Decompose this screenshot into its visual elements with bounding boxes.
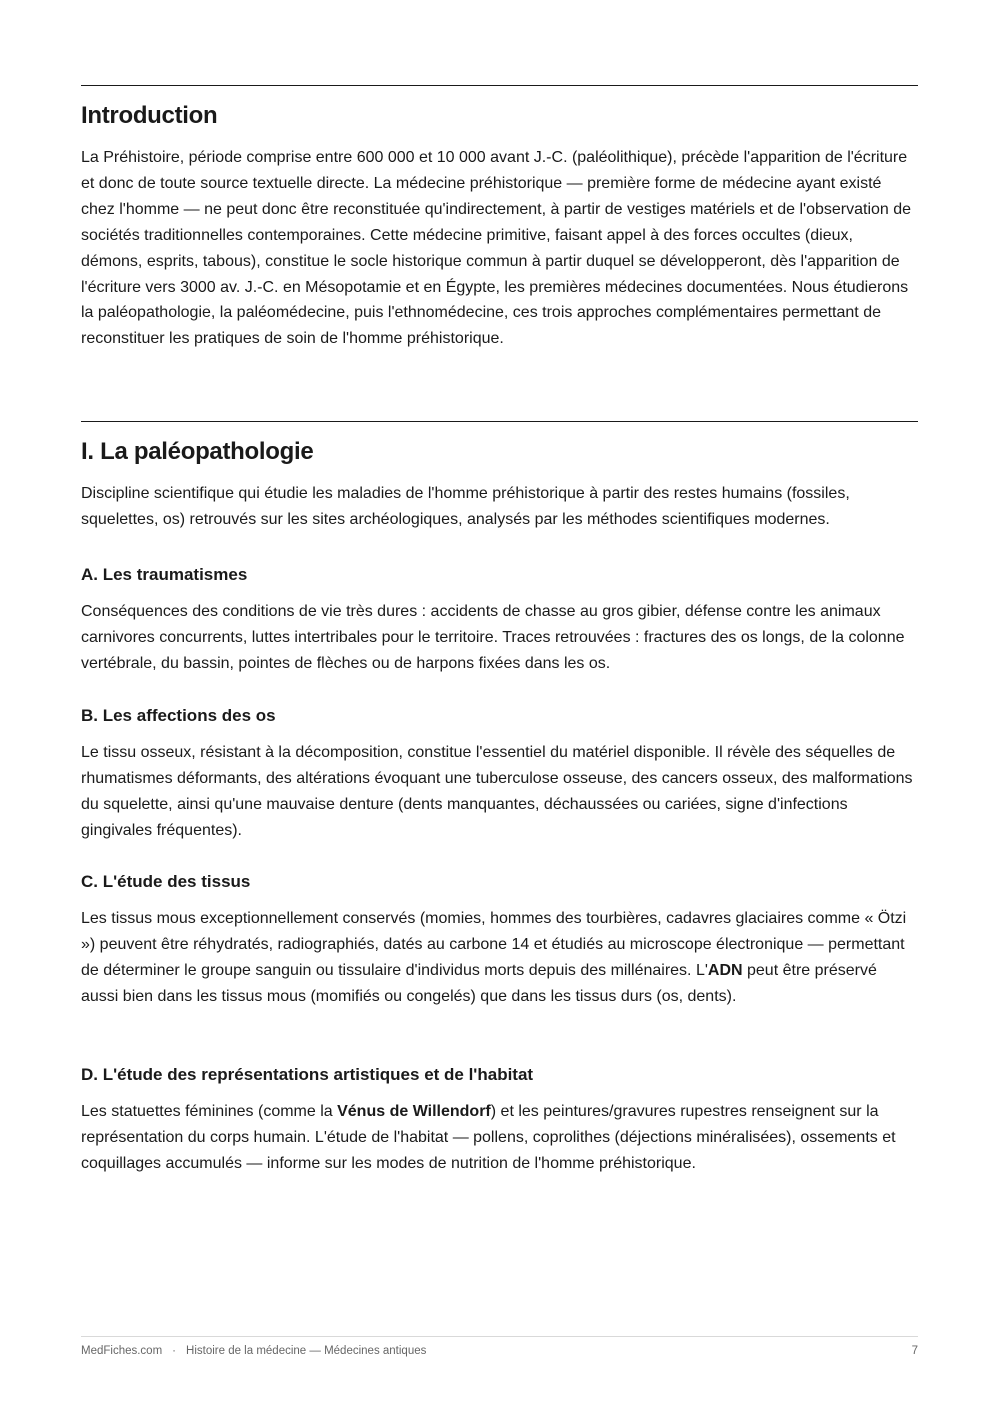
subsection-d-paragraph <box>81 1099 918 1177</box>
section-divider <box>81 421 918 422</box>
footer-separator: · <box>172 1345 177 1357</box>
subsection-d-heading: D. L'étude des représentations artistiques et de l'habitat <box>81 1065 534 1084</box>
section1-paragraph: Discipline scientifique qui étudie les maladies de l'homme préhistorique à partir des restes humains (fossiles, squelettes, os) retrouvés sur les sites archéologiques, analysés par les méthodes scientifiques modernes. <box>81 485 850 528</box>
footer-site: MedFiches.com <box>81 1345 163 1357</box>
subsection-c-heading: C. L'étude des tissus <box>81 872 251 891</box>
footer-page-number: 7 <box>911 1345 918 1357</box>
subsection-a-paragraph: Conséquences des conditions de vie très dures : accidents de chasse au gros gibier, défense contre les animaux carnivores concurrents, luttes intertribales pour le territoire. Traces retrouvées : fractures des os longs, de la colonne vertébrale, du bassin, pointes de flèches ou de harpons fixées dans les os. <box>81 603 905 672</box>
subsection-c-text-after: peut être préservé aussi bien dans les tissus mous (momifiés ou congelés) que dans les tissus durs (os, dents). <box>81 961 877 1005</box>
subsection-c-text-before: Les tissus mous exceptionnellement conservés (momies, hommes des tourbières, cadavres glaciaires comme « Ötzi ») peuvent être réhydratés, radiographiés, datés au carbone 14 et étudiés au microscope électronique — permettant de déterminer le groupe sanguin ou tissulaire d'individus morts depuis des millénaires. L' <box>81 910 907 979</box>
subsection-c-bold-term: ADN <box>707 961 743 979</box>
subsection-c <box>81 871 918 1010</box>
intro-heading: Introduction <box>81 102 218 129</box>
subsection-a <box>81 564 918 677</box>
subsection-d-text-after: ) et les peintures/gravures rupestres renseignent sur la représentation du corps humain. L'étude de l'habitat — pollens, coprolithes (déjections minéralisées), ossements et coquillages accumulés — informe sur les modes de nutrition de l'homme préhistorique. <box>81 1103 896 1172</box>
subsection-a-heading: A. Les traumatismes <box>81 565 248 584</box>
footer-left <box>81 1345 426 1357</box>
page-footer <box>81 1336 918 1357</box>
subsection-b <box>81 705 918 844</box>
subsection-c-paragraph <box>81 906 918 1010</box>
footer-course: Histoire de la médecine — Médecines antiques <box>186 1345 427 1357</box>
section1-heading: I. La paléopathologie <box>81 438 314 465</box>
subsection-d-text-before: Les statuettes féminines (comme la <box>81 1103 338 1120</box>
subsection-b-text: Le tissu osseux, résistant à la décomposition, constitue l'essentiel du matériel disponible. Il révèle des séquelles de rhumatismes déformants, des altérations évoquant une tuberculose osseuse, des cancers osseux, des malformations du squelette, ainsi qu'une mauvaise denture (dents manquantes, déchaussées ou cariées, signe d'infections gingivales fréquentes). <box>81 744 913 839</box>
subsection-b-paragraph <box>81 740 918 844</box>
section-divider <box>81 85 918 86</box>
intro-section <box>81 85 918 352</box>
subsection-d <box>81 1064 918 1177</box>
subsection-d-bold-term: Vénus de Willendorf <box>337 1103 491 1120</box>
section-paleopathologie <box>81 421 918 533</box>
intro-paragraph: La Préhistoire, période comprise entre 600 000 et 10 000 avant J.-C. (paléolithique), précède l'apparition de l'écriture et donc de toute source textuelle directe. La médecine préhistorique — première forme de médecine ayant existé chez l'homme — ne peut donc être reconstituée qu'indirectement, à partir de vestiges matériels et de l'observation de sociétés traditionnelles contemporaines. Cette médecine primitive, faisant appel à des forces occultes (dieux, démons, esprits, tabous), constitue le socle historique commun à partir duquel se développeront, dès l'apparition de l'écriture vers 3000 av. J.-C. en Mésopotamie et en Égypte, les premières médecines documentées. Nous étudierons la paléopathologie, la paléomédecine, puis l'ethnomédecine, ces trois approches complémentaires permettant de reconstituer les pratiques de soin de l'homme préhistorique. <box>81 149 912 348</box>
subsection-b-heading: B. Les affections des os <box>81 706 276 725</box>
